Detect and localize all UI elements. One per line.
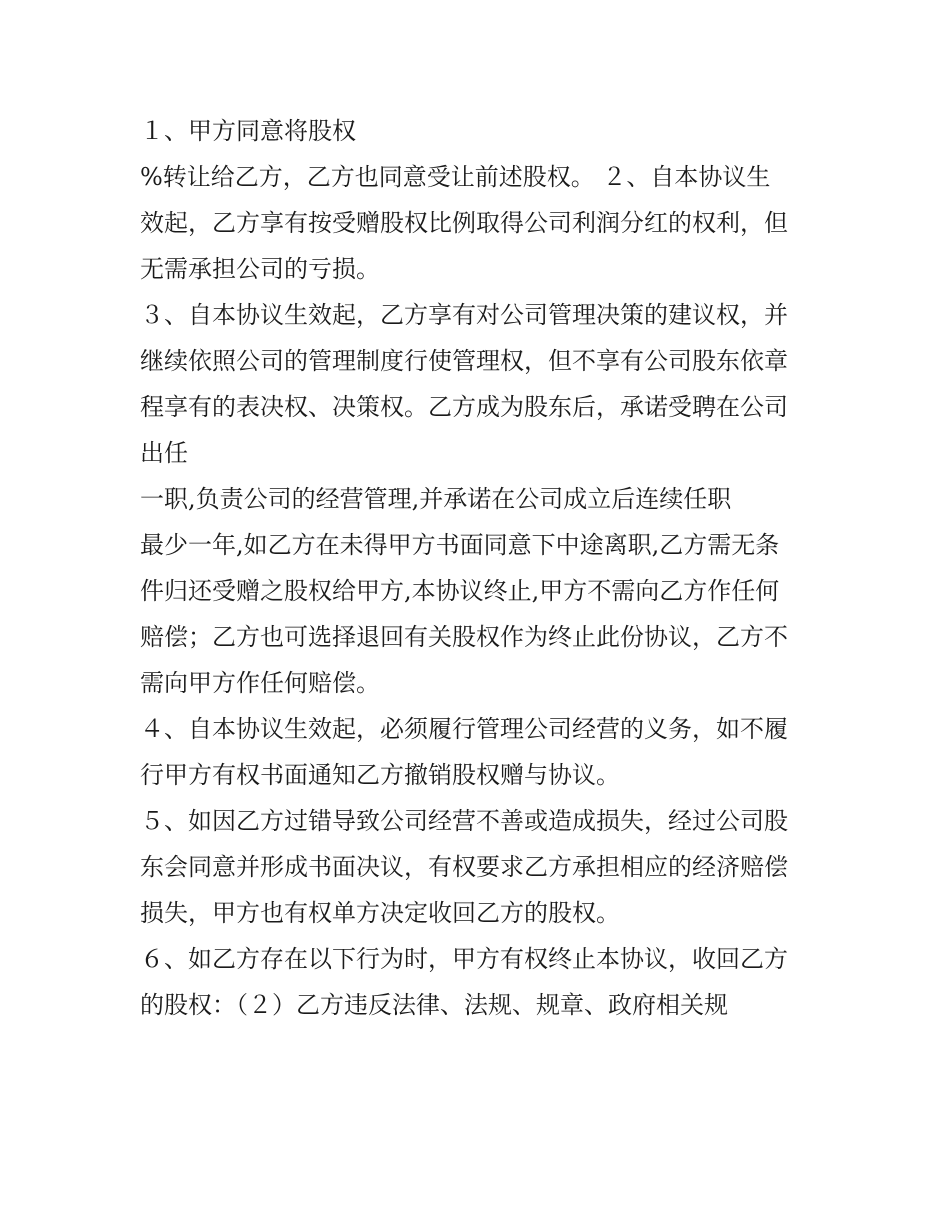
text-line-2: %转让给乙方，乙方也同意受让前述股权。 ２、自本协议生 [140,163,771,191]
text-line-8: 出任 [140,439,188,467]
text-line-7: 程享有的表决权、决策权。乙方成为股东后，承诺受聘在公司 [140,393,788,421]
text-line-1: １、甲方同意将股权 [140,117,356,145]
text-line-13: 需向甲方作任何赔偿。 [140,669,380,697]
text-line-15: 行甲方有权书面通知乙方撤销股权赠与协议。 [140,761,620,789]
text-line-3: 效起，乙方享有按受赠股权比例取得公司利润分红的权利，但 [140,209,788,237]
text-line-10: 最少一年,如乙方在未得甲方书面同意下中途离职,乙方需无条 [140,531,780,559]
agreement-text [140,108,830,1028]
text-line-14: ４、自本协议生效起，必须履行管理公司经营的义务，如不履 [140,715,788,743]
text-line-6: 继续依照公司的管理制度行使管理权，但不享有公司股东依章 [140,347,788,375]
text-line-12: 赔偿；乙方也可选择退回有关股权作为终止此份协议，乙方不 [140,623,788,651]
text-line-19: ６、如乙方存在以下行为时，甲方有权终止本协议，收回乙方 [140,945,788,973]
text-line-20: 的股权：（２）乙方违反法律、法规、规章、政府相关规 [140,991,728,1019]
text-line-16: ５、如因乙方过错导致公司经营不善或造成损失，经过公司股 [140,807,788,835]
text-line-17: 东会同意并形成书面决议，有权要求乙方承担相应的经济赔偿 [140,853,788,881]
text-line-5: ３、自本协议生效起，乙方享有对公司管理决策的建议权，并 [140,301,788,329]
text-line-4: 无需承担公司的亏损。 [140,255,380,283]
text-line-9: 一职,负责公司的经营管理,并承诺在公司成立后连续任职 [140,485,732,513]
text-line-18: 损失，甲方也有权单方决定收回乙方的股权。 [140,899,620,927]
text-line-11: 件归还受赠之股权给甲方,本协议终止,甲方不需向乙方作任何 [140,577,780,605]
